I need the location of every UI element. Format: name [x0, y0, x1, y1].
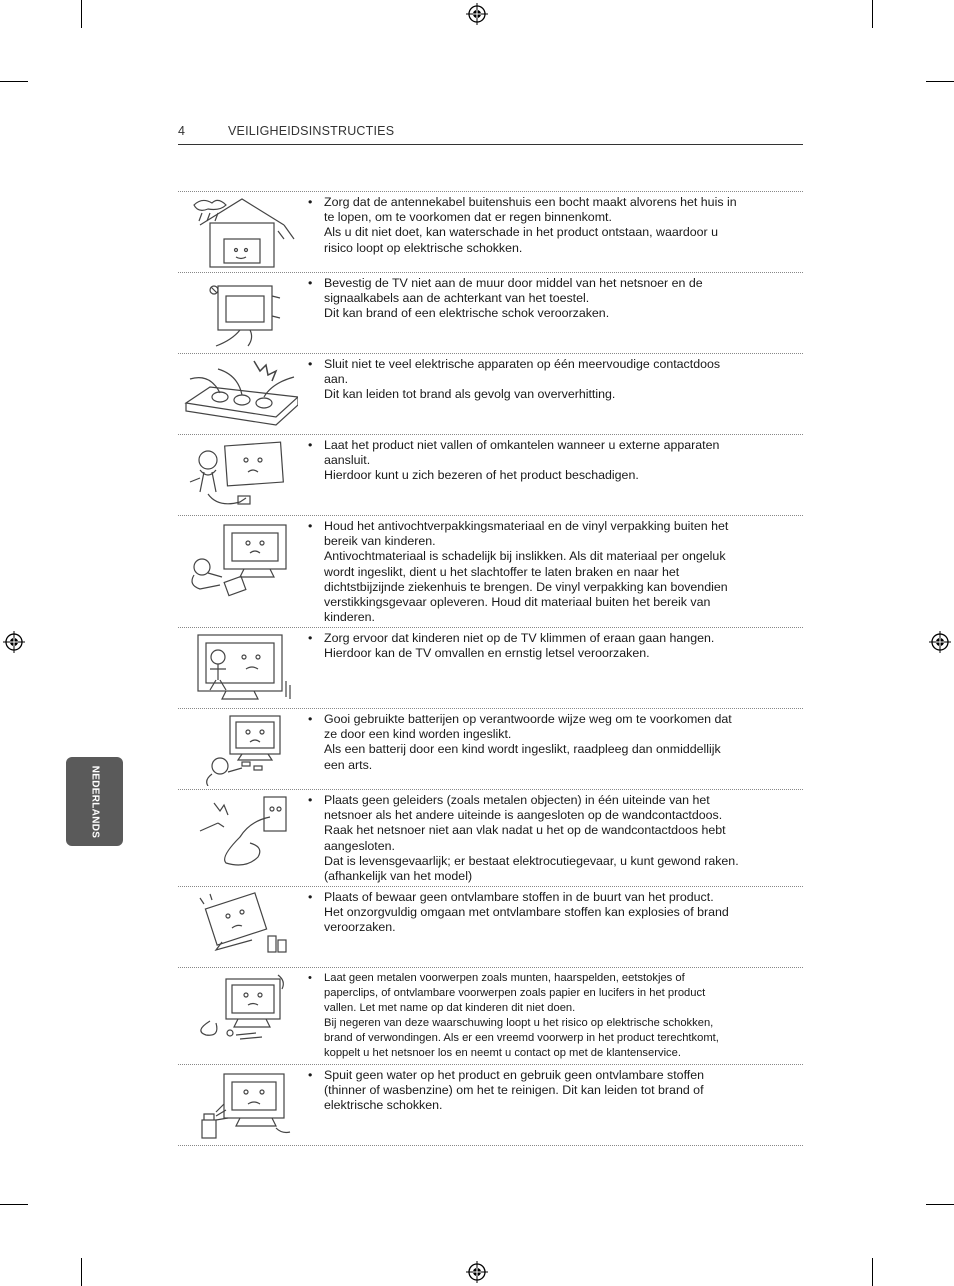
metal-objects-icon: [180, 971, 298, 1045]
text-line: Bevestig de TV niet aan de muur door middel van het netsnoer en de: [324, 276, 703, 290]
bullet: •: [308, 195, 313, 209]
crop-mark: [926, 81, 954, 82]
bullet: •: [308, 1068, 313, 1082]
text-line: aansluit.: [324, 453, 371, 468]
safety-item: [178, 790, 803, 887]
text-line: vallen. Let met name op dat kinderen dit niet doen.: [324, 1002, 576, 1014]
falling-tv-icon: [180, 438, 298, 512]
page-header: [178, 122, 803, 145]
conductor-plug-icon: [180, 793, 298, 867]
text-line: Hierdoor kan de TV omvallen en ernstig letsel veroorzaken.: [324, 646, 650, 661]
text-line: kinderen.: [324, 610, 375, 625]
text-line: Sluit niet te veel elektrische apparaten op één meervoudige contactdoos: [324, 357, 721, 371]
text-line: risico loopt op elektrische schokken.: [324, 240, 523, 255]
text-line: Antivochtmateriaal is schadelijk bij inslikken. Als dit materiaal per ongeluk: [324, 549, 726, 564]
text-line: aangesloten.: [324, 838, 395, 853]
section-title: VEILIGHEIDSINSTRUCTIES: [228, 124, 395, 138]
text-line: verstikkingsgevaar opleveren. Houd dit materiaal buiten het bereik van: [324, 595, 711, 610]
antenna-cable-icon: [180, 195, 298, 269]
text-line: Laat geen metalen voorwerpen zoals munten, haarspelden, eetstokjes of: [324, 972, 685, 984]
safety-item: [178, 273, 803, 354]
text-line: veroorzaken.: [324, 920, 396, 935]
text-line: Hierdoor kunt u zich bezeren of het product beschadigen.: [324, 468, 639, 483]
text-line: Raak het netsnoer niet aan vlak nadat u het op de wandcontactdoos hebt: [324, 823, 726, 838]
text-line: Zorg dat de antennekabel buitenshuis een bocht maakt alvorens het huis in: [324, 195, 737, 209]
crop-mark: [872, 0, 873, 28]
wall-mount-icon: [180, 276, 298, 350]
item-text: [308, 519, 782, 625]
text-line: Zorg ervoor dat kinderen niet op de TV klimmen of eraan gaan hangen.: [324, 631, 715, 645]
text-line: Dat is levensgevaarlijk; er bestaat elektrocutiegevaar, u kunt gewond raken.: [324, 853, 739, 868]
text-line: Dit kan brand of een elektrische schok veroorzaken.: [324, 306, 610, 321]
text-line: Dit kan leiden tot brand als gevolg van oververhitting.: [324, 387, 616, 402]
text-line: Als u dit niet doet, kan waterschade in het product ontstaan, waardoor u: [324, 225, 718, 240]
safety-item: [178, 354, 803, 435]
safety-item: [178, 516, 803, 628]
safety-item: [178, 1065, 803, 1146]
registration-mark-icon: [466, 1261, 488, 1283]
text-line: Bij negeren van deze waarschuwing loopt u het risico op elektrische schokken,: [324, 1017, 714, 1029]
item-text: [308, 631, 782, 661]
text-line: Laat het product niet vallen of omkantelen wanneer u externe apparaten: [324, 438, 720, 452]
bullet: •: [308, 631, 313, 645]
crop-mark: [0, 81, 28, 82]
bullet: •: [308, 712, 313, 726]
safety-item: [178, 192, 803, 273]
crop-mark: [926, 1204, 954, 1205]
bullet: •: [308, 793, 313, 807]
safety-item: [178, 435, 803, 516]
text-line: Het onzorgvuldig omgaan met ontvlambare stoffen kan explosies of brand: [324, 905, 729, 920]
text-line: wordt ingeslikt, dient u het slachtoffer te laten braken en naar het: [324, 564, 680, 579]
safety-item: [178, 628, 803, 709]
item-text: [308, 357, 782, 403]
text-line: Als een batterij door een kind wordt ingeslikt, raadpleeg dan onmiddellijk: [324, 742, 721, 757]
bullet: •: [308, 357, 313, 371]
flammable-icon: [180, 890, 298, 964]
crop-mark: [872, 1258, 873, 1286]
safety-item: [178, 887, 803, 968]
bullet: •: [308, 519, 313, 533]
item-text: [308, 712, 782, 773]
item-text: [308, 276, 782, 322]
text-line: brand of verwondingen. Als er een vreemd voorwerp in het product terechtkomt,: [324, 1032, 719, 1044]
bullet: •: [308, 890, 313, 904]
text-line: elektrische schokken.: [324, 1098, 443, 1113]
language-tab-label: NEDERLANDS: [89, 765, 100, 838]
bullet: •: [308, 438, 313, 452]
registration-mark-icon: [3, 631, 25, 653]
text-line: Plaats geen geleiders (zoals metalen objecten) in één uiteinde van het: [324, 793, 710, 807]
item-text: [308, 438, 782, 484]
spray-water-icon: [180, 1068, 298, 1142]
text-line: bereik van kinderen.: [324, 534, 436, 549]
item-text: [308, 971, 782, 1061]
item-text: [308, 793, 782, 884]
safety-item: [178, 968, 803, 1065]
registration-mark-icon: [929, 631, 951, 653]
power-strip-icon: [180, 357, 298, 431]
safety-instructions-list: [178, 191, 803, 1146]
text-line: dichtstbijzijnde ziekenhuis te brengen. De vinyl verpakking kan bovendien: [324, 579, 728, 594]
text-line: (afhankelijk van het model): [324, 869, 473, 884]
text-line: Spuit geen water op het product en gebruik geen ontvlambare stoffen: [324, 1068, 705, 1082]
text-line: koppelt u het netsnoer los en neemt u contact op met de klantenservice.: [324, 1047, 681, 1059]
packaging-child-icon: [180, 519, 298, 599]
climbing-child-icon: [180, 631, 298, 705]
text-line: ze door een kind worden ingeslikt.: [324, 727, 512, 742]
crop-mark: [0, 1204, 28, 1205]
language-tab: [66, 757, 123, 846]
battery-child-icon: [180, 712, 298, 786]
text-line: aan.: [324, 372, 349, 387]
bullet: •: [308, 972, 312, 984]
item-text: [308, 890, 782, 936]
item-text: [308, 1068, 782, 1114]
text-line: paperclips, of ontvlambare voorwerpen zoals papier en lucifers in het product: [324, 987, 706, 999]
page-number: 4: [178, 124, 185, 138]
text-line: signaalkabels aan de achterkant van het toestel.: [324, 291, 590, 306]
text-line: te lopen, om te voorkomen dat er regen binnenkomt.: [324, 210, 612, 225]
text-line: netsnoer als het andere uiteinde is aangesloten op de wandcontactdoos.: [324, 808, 723, 823]
text-line: (thinner of wasbenzine) om het te reinigen. Dit kan leiden tot brand of: [324, 1083, 704, 1098]
registration-mark-icon: [466, 3, 488, 25]
text-line: Houd het antivochtverpakkingsmateriaal en de vinyl verpakking buiten het: [324, 519, 729, 533]
item-text: [308, 195, 782, 256]
crop-mark: [81, 0, 82, 28]
safety-item: [178, 709, 803, 790]
bullet: •: [308, 276, 313, 290]
crop-mark: [81, 1258, 82, 1286]
text-line: Plaats of bewaar geen ontvlambare stoffen in de buurt van het product.: [324, 890, 714, 904]
text-line: Gooi gebruikte batterijen op verantwoorde wijze weg om te voorkomen dat: [324, 712, 732, 726]
text-line: een arts.: [324, 757, 373, 772]
